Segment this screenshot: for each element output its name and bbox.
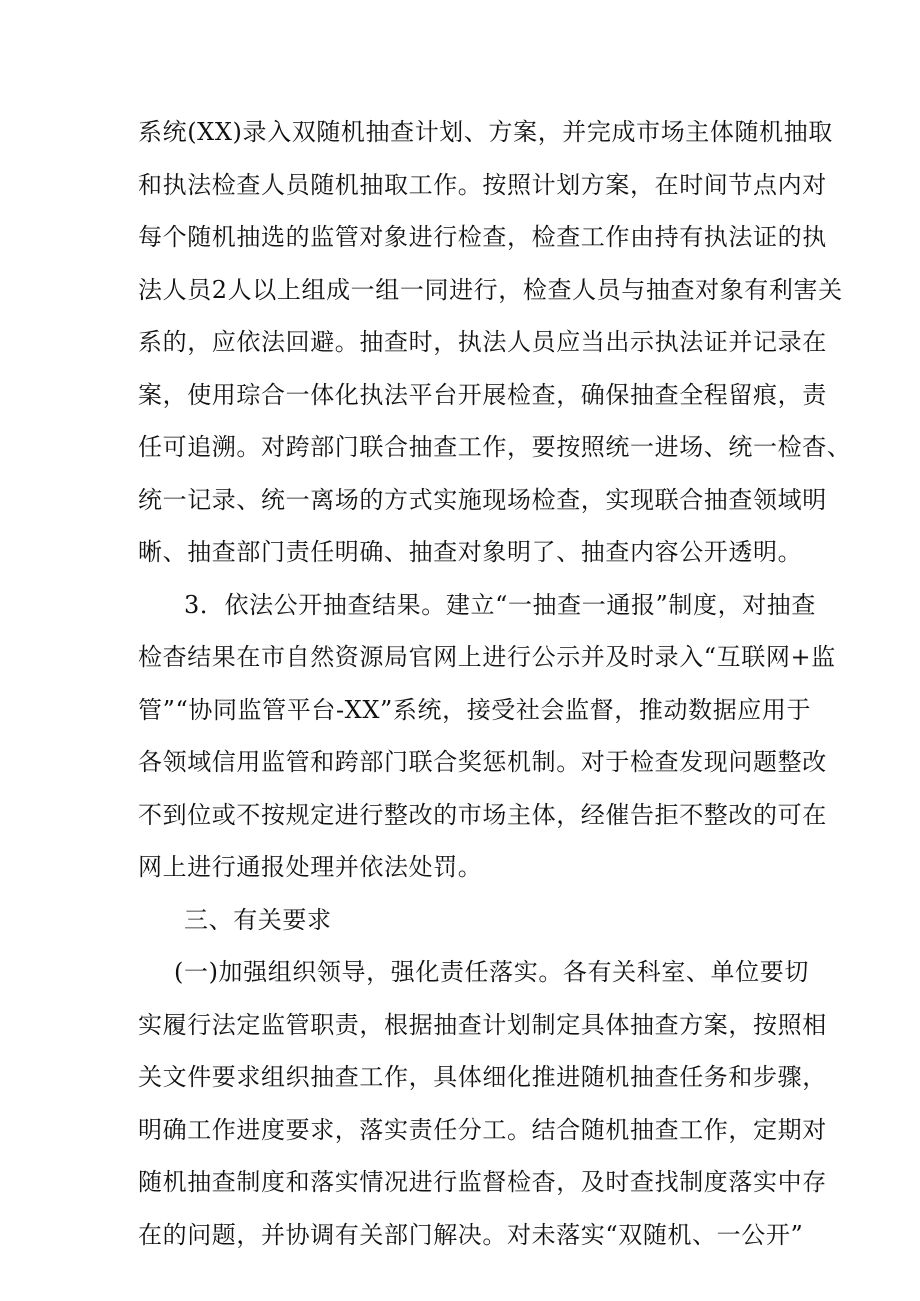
paragraph-line: 明确工作进度要求，落实责任分工。结合随机抽查工作，定期对: [138, 1115, 827, 1144]
paragraph-line: 网上进行通报处理并依法处罚。: [138, 853, 483, 881]
paragraph-line: 统一记录、统一离场的方式实施现场检查，实现联合抽查领域明: [138, 485, 827, 514]
paragraph-line: 系统(XX)录入双随机抽查计划、方案，并完成市场主体随机抽取: [138, 118, 833, 146]
paragraph-line: 案，使用琮合一体化执法平台开展检查，确保抽查全程留痕，责: [138, 380, 827, 409]
paragraph-line: 关文件要求组织抽查工作，具体细化推进随机抽查任务和步骤，: [138, 1063, 827, 1091]
paragraph-line: 随机抽查制度和落实情况进行监督检杳，及时查找制度落实中存: [138, 1168, 827, 1196]
paragraph-line: 实履行法定监管职责，根据抽查计划制定具体抽查方案，按照相: [138, 1010, 827, 1039]
paragraph-line: (一)加强组织领导，强化责任落实。各有关科室、单位要切: [174, 958, 809, 986]
section-heading: 三、有关要求: [184, 905, 332, 934]
paragraph-line: 管”“协同监管平台-XX”系统，接受社会监督，推动数据应用于: [138, 695, 812, 724]
paragraph-line: 系的，应依法回避。抽查时，执法人员应当出示执法证并记录在: [138, 328, 827, 356]
paragraph-line: 法人员2人以上组成一组一同进行，检查人员与抽查对象有利害关: [138, 275, 843, 304]
paragraph-line: 在的问题，并协调有关部门解决。对未落实“双随机、一公开”: [138, 1220, 804, 1249]
paragraph-line: 晰、抽查部门责任明确、抽查对象明了、抽查内容公开透明。: [138, 538, 803, 566]
paragraph-line: 检杳结果在市自然资源局官网上进行公示并及时录入“互联网+监: [138, 643, 836, 671]
paragraph-line: 各领域信用监管和跨部门联合奖惩机制。对于检查发现问题整改: [138, 748, 827, 776]
paragraph-line: 任可追溯。对跨部门联合抽查工作，要按照统一进场、统一检杳、: [138, 433, 852, 461]
paragraph-line: 每个随机抽选的监管对象进行检查，检查工作由持有执法证的执: [138, 223, 827, 251]
paragraph-line: 不到位或不按规定进行整改的市场主体，经催告拒不整改的可在: [138, 800, 827, 829]
paragraph-line: 和执法检查人员随机抽取工作。按照计划方案，在时间节点内对: [138, 170, 827, 199]
paragraph-line: 3．依法公开抽查结果。建立“一抽查一通报”制度，对抽查: [184, 590, 817, 619]
document-body: [138, 106, 852, 1261]
